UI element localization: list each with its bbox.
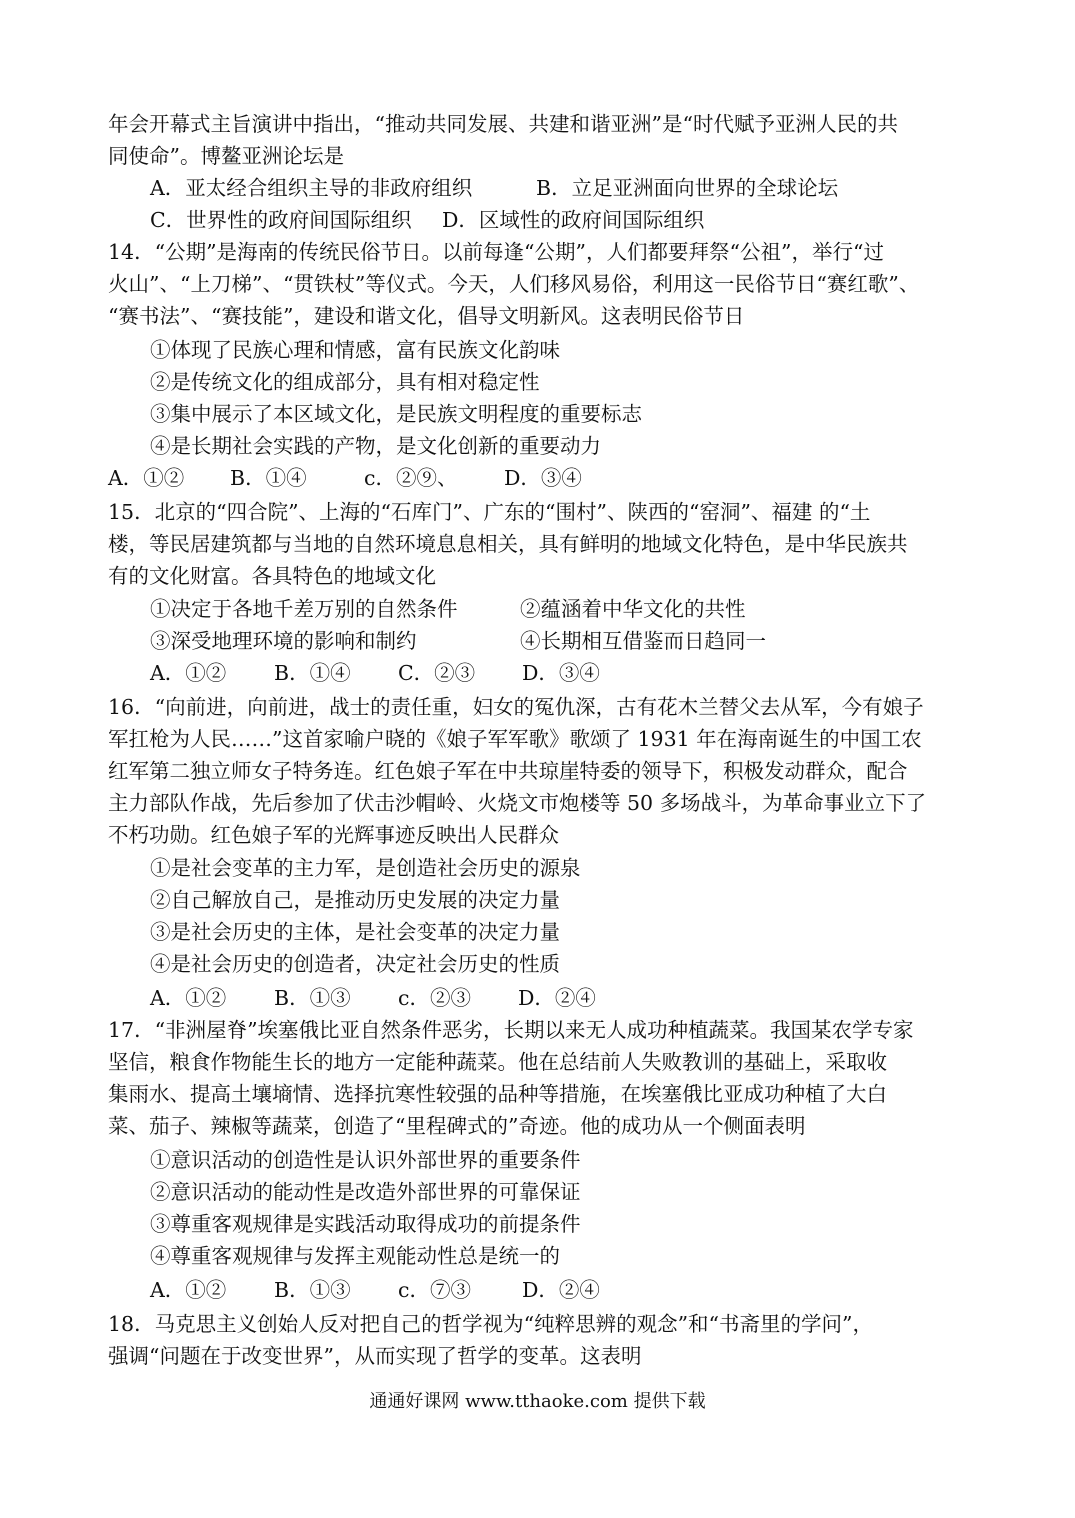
statement: ①决定于各地千差万别的自然条件 [150,597,458,621]
q13-options-row-2 [150,204,1020,236]
option-c: C．世界性的政府间国际组织 [150,208,412,232]
statement: ④是社会历史的创造者，决定社会历史的性质 [150,952,560,976]
option-a: A．①② [150,1278,227,1302]
option-b: B．①④ [230,466,307,490]
option-b: B．①③ [274,1278,351,1302]
text-line: 红军第二独立师女子特务连。红色娘子军在中共琼崖特委的领导下，积极发动群众，配合 [108,759,908,783]
option-c: c．②③ [398,986,471,1010]
statement: ④尊重客观规律与发挥主观能动性总是统一的 [150,1244,560,1268]
option-a: A．亚太经合组织主导的非政府组织 [150,176,473,200]
statement: ②自己解放自己，是推动历史发展的决定力量 [150,888,560,912]
q15-statements-row-1 [150,593,1020,625]
q15-options [150,657,1020,689]
text-line: 有的文化财富。各具特色的地域文化 [108,564,436,588]
option-d: D．②④ [522,1278,600,1302]
option-c: c．⑦③ [398,1278,471,1302]
statement: ①意识活动的创造性是认识外部世界的重要条件 [150,1148,581,1172]
option-b: B．①③ [274,986,351,1010]
statement: ③尊重客观规律是实践活动取得成功的前提条件 [150,1212,581,1236]
text-line: 同使命”。博鳌亚洲论坛是 [108,144,344,168]
statement: ①是社会变革的主力军，是创造社会历史的源泉 [150,856,581,880]
text-line: 楼，等民居建筑都与当地的自然环境息息相关，具有鲜明的地域文化特色，是中华民族共 [108,532,908,556]
option-b: B．立足亚洲面向世界的全球论坛 [536,176,839,200]
q13-options-row-1 [150,172,1020,204]
option-a: A．①② [150,661,227,685]
text-line: 年会开幕式主旨演讲中指出，“推动共同发展、共建和谐亚洲”是“时代赋予亚洲人民的共 [108,112,898,136]
text-line: 坚信，粮食作物能生长的地方一定能种蔬菜。他在总结前人失败教训的基础上，采取收 [108,1050,887,1074]
text-line: 菜、茄子、辣椒等蔬菜，创造了“里程碑式的”奇迹。他的成功从一个侧面表明 [108,1114,806,1138]
statement: ④长期相互借鉴而日趋同一 [520,629,766,653]
question-16: 16．“向前进，向前进，战士的责任重，妇女的冤仇深，古有花木兰替父去从军，今有娘子 [108,695,924,719]
statement: ③是社会历史的主体，是社会变革的决定力量 [150,920,560,944]
question-18: 18．马克思主义创始人反对把自己的哲学视为“纯粹思辨的观念”和“书斋里的学问”， [108,1312,874,1336]
q16-options [150,982,1020,1014]
text-line: 主力部队作战，先后参加了伏击沙帽岭、火烧文市炮楼等 50 多场战斗，为革命事业立下了 [108,791,927,815]
option-c: c．②⑨、 [364,466,458,490]
text-line: 火山”、“上刀梯”、“贯铁杖”等仪式。今天，人们移风易俗，利用这一民俗节日“赛红歌”、 [108,272,920,296]
option-d: D．③④ [522,661,600,685]
text-line: 不朽功勋。红色娘子军的光辉事迹反映出人民群众 [108,823,559,847]
option-a: A．①② [150,986,227,1010]
q15-statements-row-2 [150,625,1020,657]
page-footer: 通通好课网 www.tthaoke.com 提供下载 [369,1391,706,1412]
text-line: “赛书法”、“赛技能”，建设和谐文化，倡导文明新风。这表明民俗节日 [108,304,745,328]
statement: ①体现了民族心理和情感，富有民族文化韵味 [150,338,560,362]
statement: ③深受地理环境的影响和制约 [150,629,417,653]
option-b: B．①④ [274,661,351,685]
statement: ②意识活动的能动性是改造外部世界的可靠保证 [150,1180,581,1204]
option-c: C．②③ [398,661,476,685]
option-a: A．①② [108,466,185,490]
option-d: D．②④ [518,986,596,1010]
q14-options [108,462,978,494]
text-line: 军扛枪为人民……”这首家喻户晓的《娘子军军歌》歌颂了 1931 年在海南诞生的中国工农 [108,727,922,751]
statement: ③集中展示了本区域文化，是民族文明程度的重要标志 [150,402,642,426]
question-15: 15．北京的“四合院”、上海的“石库门”、广东的“围村”、陕西的“窑洞”、福建 的“土 [108,500,871,524]
statement: ②蕴涵着中华文化的共性 [520,597,746,621]
option-d: D．区域性的政府间国际组织 [442,208,705,232]
statement: ②是传统文化的组成部分，具有相对稳定性 [150,370,540,394]
text-line: 集雨水、提高土壤墒情、选择抗寒性较强的品种等措施，在埃塞俄比亚成功种植了大白 [108,1082,887,1106]
statement: ④是长期社会实践的产物，是文化创新的重要动力 [150,434,601,458]
option-d: D．③④ [504,466,582,490]
question-14: 14．“公期”是海南的传统民俗节日。以前每逢“公期”，人们都要拜祭“公祖”，举行“过 [108,240,884,264]
question-17: 17．“非洲屋脊”埃塞俄比亚自然条件恶劣，长期以来无人成功种植蔬菜。我国某农学专家 [108,1018,914,1042]
text-line: 强调“问题在于改变世界”，从而实现了哲学的变革。这表明 [108,1344,642,1368]
q17-options [150,1274,1020,1306]
